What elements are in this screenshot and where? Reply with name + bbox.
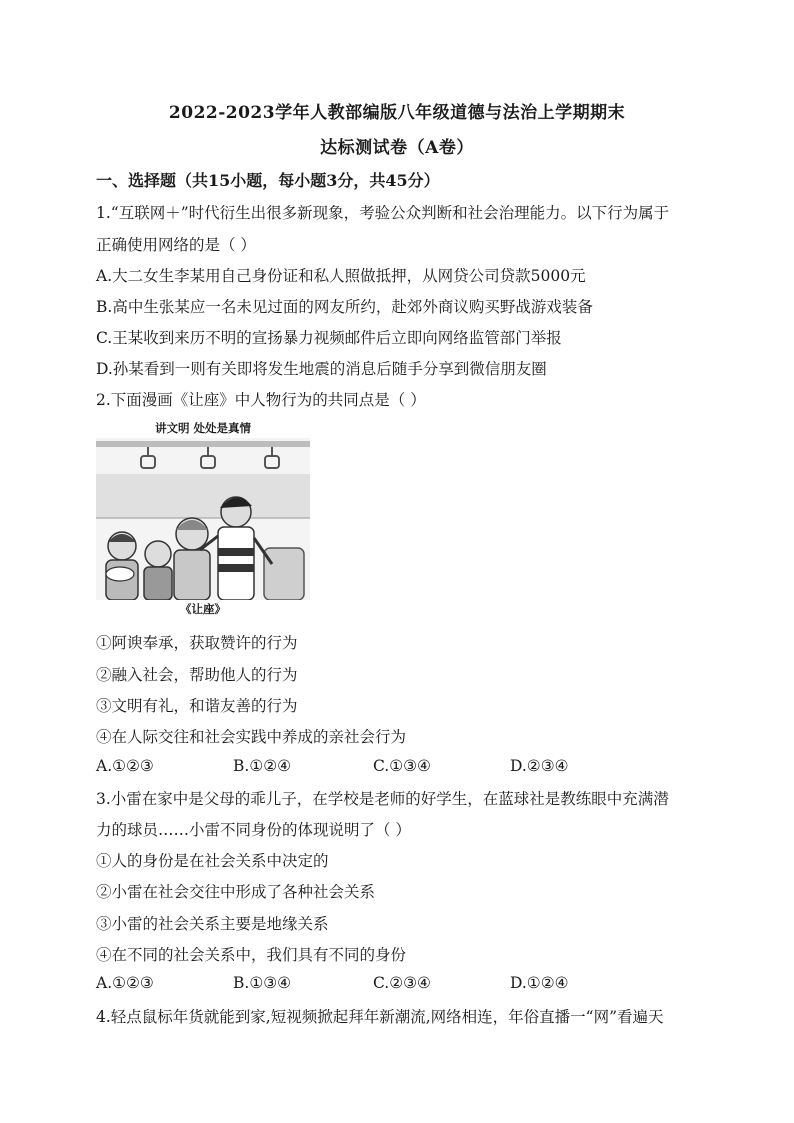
q1-option-b: B.高中生张某应一名未见过面的网友所约，赴郊外商议购买野战游戏装备 [96,298,593,316]
q2-option-a: A.①②③ [96,757,154,775]
comic-caption-top: 讲文明 处处是真情 [154,421,251,435]
q2-option-c: C.①③④ [373,757,431,775]
comic-image [96,420,310,620]
q4-stem-line1: 4.轻点鼠标年货就能到家,短视频掀起拜年新潮流,网络相连，年俗直播一“网”看遍天 [96,1008,664,1026]
comic-caption-bottom: 《让座》 [180,602,226,616]
q1-option-d: D.孙某看到一则有关即将发生地震的消息后随手分享到微信朋友圈 [96,360,547,378]
q1-stem-line2: 正确使用网络的是（ ） [96,236,256,254]
q3-stem-line1: 3.小雷在家中是父母的乖儿子，在学校是老师的好学生，在蓝球社是教练眼中充满潜 [96,790,669,808]
exam-subtitle: 达标测试卷（A卷） [320,138,474,158]
section-heading: 一、选择题（共15小题，每小题3分，共45分） [96,171,440,190]
q2-statement-2: ②融入社会，帮助他人的行为 [96,666,298,684]
q3-statement-4: ④在不同的社会关系中，我们具有不同的身份 [96,946,407,964]
q3-option-c: C.②③④ [373,974,431,992]
q3-statement-1: ①人的身份是在社会关系中决定的 [96,852,329,870]
q1-stem-line1: 1.“互联网＋”时代衍生出很多新现象，考验公众判断和社会治理能力。以下行为属于 [96,204,670,222]
q1-option-a: A.大二女生李某用自己身份证和私人照做抵押，从网贷公司贷款5000元 [96,267,586,285]
q3-option-a: A.①②③ [96,974,154,992]
q3-statement-2: ②小雷在社会交往中形成了各种社会关系 [96,883,376,901]
q2-statement-3: ③文明有礼，和谐友善的行为 [96,697,298,715]
q2-stem: 2.下面漫画《让座》中人物行为的共同点是（ ） [96,391,426,409]
comic-illustration [96,438,310,600]
q1-option-c: C.王某收到来历不明的宣扬暴力视频邮件后立即向网络监管部门举报 [96,329,562,347]
q2-statement-1: ①阿谀奉承，获取赞许的行为 [96,634,298,652]
q3-options [96,974,656,996]
exam-title: 2022-2023学年人教部编版八年级道德与法治上学期期末 [168,103,626,123]
q3-option-d: D.①②④ [510,974,569,992]
q2-option-d: D.②③④ [510,757,569,775]
q2-options [96,757,656,779]
q3-statement-3: ③小雷的社会关系主要是地缘关系 [96,915,329,933]
q3-option-b: B.①③④ [233,974,292,992]
q2-option-b: B.①②④ [233,757,292,775]
q3-stem-line2: 力的球员……小雷不同身份的体现说明了（ ） [96,821,411,839]
q2-statement-4: ④在人际交往和社会实践中养成的亲社会行为 [96,728,407,746]
